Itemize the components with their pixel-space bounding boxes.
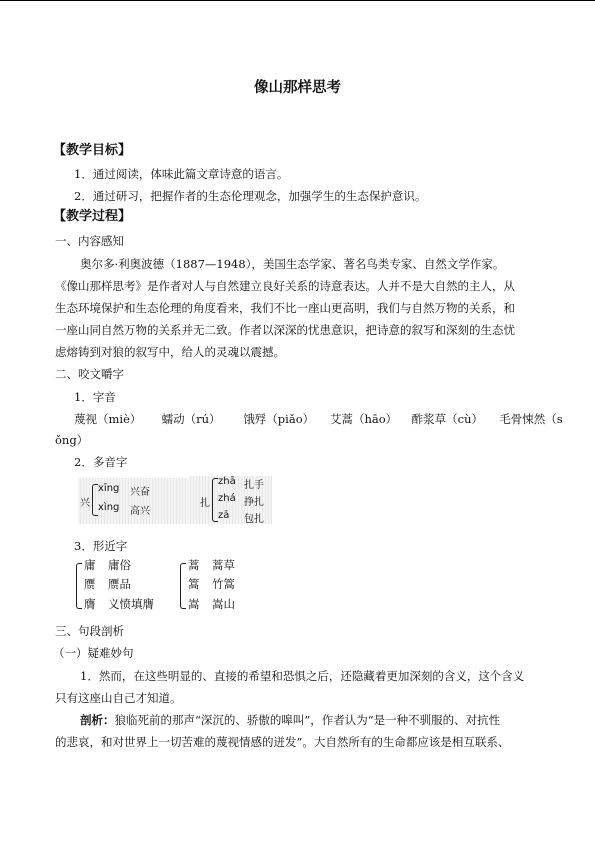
pinyin-item: 酢浆草（cù） [411, 412, 483, 426]
brace [180, 563, 186, 609]
polyphone-word: 扎手 [244, 480, 264, 491]
similar-char: 篙 [188, 577, 200, 591]
subsection-difficult-sentences: （一）疑难妙句 [53, 646, 134, 660]
section-3-heading: 三、句段剖析 [55, 624, 124, 638]
analysis-line [80, 712, 500, 728]
polyphone-pinyin: xìng [98, 502, 120, 513]
similar-char: 蒿 [188, 558, 200, 572]
polyphone-pinyin: zhā [218, 476, 236, 487]
paragraph-author: 奥尔多·利奥波德（1887—1948），美国生态学家、著名鸟类专家、自然文学作家。 [80, 257, 505, 271]
pinyin-item: 蠕动（rú） [161, 412, 221, 426]
similar-char: 膺 [84, 597, 96, 611]
quote-line: 1．然而，在这些明显的、直接的希望和恐惧之后，还隐藏着更加深刻的含义，这个含义 [80, 669, 525, 683]
header-rule [0, 0, 595, 1]
polyphone-pinyin: xīng [98, 483, 120, 494]
similar-word: 庸俗 [108, 558, 131, 572]
analysis-line: 的悲哀，和对世界上一切苦难的蔑视情感的迸发”。大自然所有的生命都应该是相互联系、 [55, 735, 510, 749]
section-process-heading: 【教学过程】 [53, 209, 132, 224]
brace [76, 563, 82, 609]
pinyin-list [74, 411, 563, 427]
polyphone-char: 扎 [200, 498, 210, 509]
polyphone-pinyin: zhá [218, 493, 236, 504]
similar-word: 蒿草 [212, 558, 235, 572]
pinyin-item: 艾蒿（hāo） [329, 412, 398, 426]
paragraph-line: 《像山那样思考》是作者对人与自然建立良好关系的诗意表达。人并不是大自然的主人，从 [55, 279, 515, 293]
similar-word: 义愤填膺 [108, 597, 154, 611]
goal-1: 1．通过阅读，体味此篇文章诗意的语言。 [74, 167, 289, 181]
pinyin-item: 饿殍（piǎo） [243, 412, 315, 426]
polyphone-figure [78, 476, 268, 524]
similar-char: 嵩 [188, 597, 200, 611]
similar-word: 竹篙 [212, 577, 235, 591]
pinyin-item: 蔑视（miè） [74, 412, 142, 426]
similar-char: 赝 [84, 577, 96, 591]
similar-word: 嵩山 [212, 597, 235, 611]
polyphone-pinyin: zā [218, 510, 230, 521]
polyphone-char: 兴 [80, 498, 90, 509]
subsection-pronunciation: 1．字音 [74, 390, 116, 404]
polyphone-word: 兴奋 [130, 487, 150, 498]
pinyin-continuation: ǒng） [55, 433, 89, 447]
subsection-similar-chars: 3．形近字 [74, 539, 128, 553]
paragraph-line: 虑熔铸到对狼的叙写中，给人的灵魂以震撼。 [55, 345, 285, 359]
quote-line: 只有这座山自己才知道。 [55, 691, 182, 705]
paragraph-line: 生态环境保护和生态伦理的角度看来，我们不比一座山更高明，我们与自然万物的关系，和 [55, 301, 515, 315]
subsection-polyphones: 2．多音字 [74, 455, 128, 469]
polyphone-word: 包扎 [244, 514, 264, 525]
section-goals-heading: 【教学目标】 [53, 143, 132, 158]
analysis-label: 剖析： [80, 713, 115, 727]
polyphone-word: 挣扎 [244, 497, 264, 508]
section-1-heading: 一、内容感知 [55, 234, 124, 248]
similar-char: 庸 [84, 558, 96, 572]
similar-word: 赝品 [108, 577, 131, 591]
paragraph-line: 一座山同自然万物的关系并无二致。作者以深深的忧患意识，把诗意的叙写和深刻的生态忧 [55, 323, 515, 337]
page-title: 像山那样思考 [254, 80, 341, 96]
polyphone-word: 高兴 [130, 506, 150, 517]
pinyin-item: 毛骨悚然（s [499, 412, 563, 426]
analysis-text: 狼临死前的那声“深沉的、骄傲的嗥叫”，作者认为“是一种不驯服的、对抗性 [114, 713, 501, 727]
goal-2: 2．通过研习，把握作者的生态伦理观念，加强学生的生态保护意识。 [74, 189, 427, 203]
section-2-heading: 二、咬文嚼字 [55, 367, 124, 381]
